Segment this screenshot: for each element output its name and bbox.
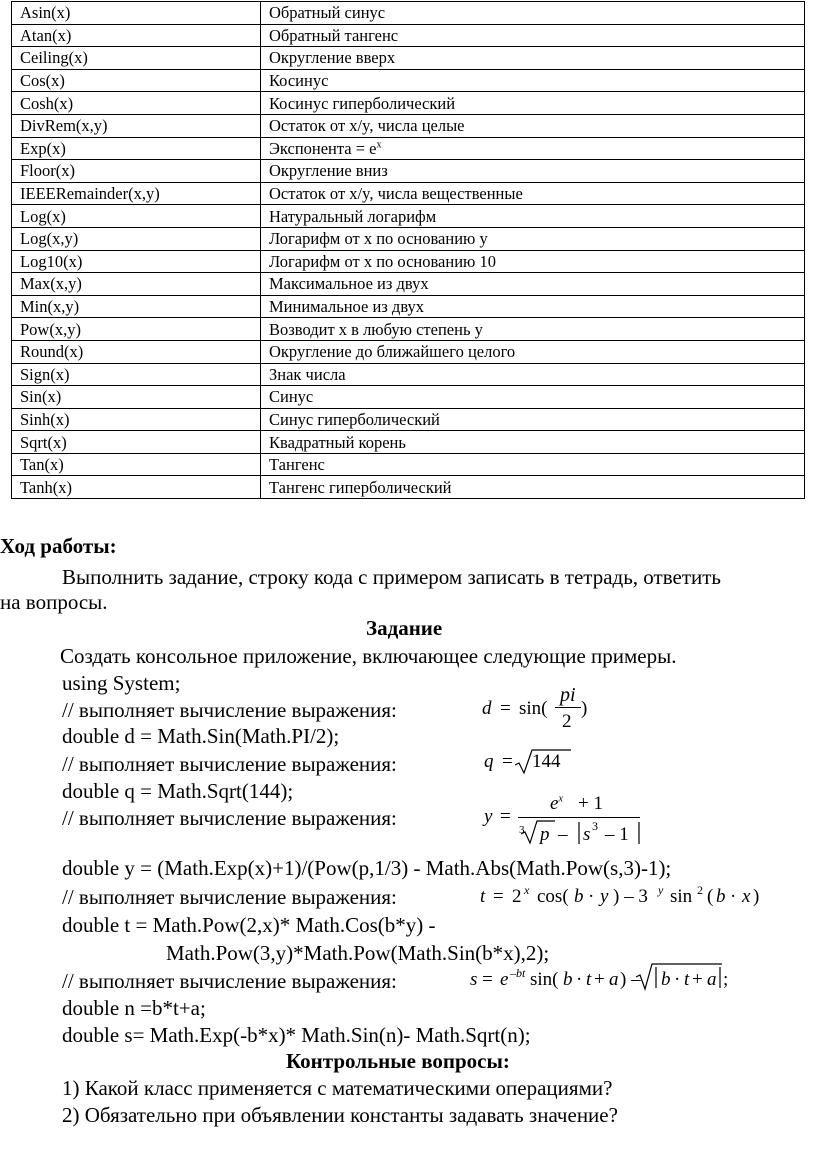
questions-title: Контрольные вопросы: <box>286 1049 510 1073</box>
table-row <box>12 431 805 454</box>
function-name: Log(x) <box>12 205 261 228</box>
code-using: using System; <box>62 671 181 695</box>
code-s: double s= Math.Exp(-b*x)* Math.Sin(n)- Math.Sqrt(n); <box>62 1023 531 1047</box>
table-row <box>12 476 805 499</box>
function-name: Log(x,y) <box>12 227 261 250</box>
function-name: Ceiling(x) <box>12 47 261 70</box>
table-row <box>12 205 805 228</box>
code-y: double y = (Math.Exp(x)+1)/(Pow(p,1/3) - Math.Abs(Math.Pow(s,3)-1); <box>62 856 672 880</box>
intro-line-2: на вопросы. <box>0 590 108 614</box>
task-title: Задание <box>366 616 443 640</box>
table-row <box>12 182 805 205</box>
table-row <box>12 92 805 115</box>
function-description: Обратный синус <box>261 2 805 25</box>
function-description: Минимальное из двух <box>261 295 805 318</box>
function-description: Обратный тангенс <box>261 24 805 47</box>
function-name: Tan(x) <box>12 453 261 476</box>
table-row <box>12 137 805 160</box>
table-row <box>12 160 805 183</box>
code-t-1: double t = Math.Pow(2,x)* Math.Cos(b*y) - <box>62 913 436 937</box>
function-name: Sin(x) <box>12 386 261 409</box>
code-n: double n =b*t+a; <box>62 996 206 1020</box>
code-t-2: Math.Pow(3,y)*Math.Pow(Math.Sin(b*x),2); <box>166 941 550 965</box>
function-name: Sinh(x) <box>12 408 261 431</box>
function-description: Логарифм от x по основанию 10 <box>261 250 805 273</box>
function-description: Максимальное из двух <box>261 273 805 296</box>
function-name: Tanh(x) <box>12 476 261 499</box>
comment-q: // выполняет вычисление выражения: <box>62 752 397 776</box>
table-row <box>12 24 805 47</box>
function-description: Остаток от x/y, числа вещественные <box>261 182 805 205</box>
function-name: Max(x,y) <box>12 273 261 296</box>
table-row <box>12 318 805 341</box>
table-row <box>12 69 805 92</box>
task-text: Создать консольное приложение, включающее следующие примеры. <box>60 644 677 668</box>
function-name: Min(x,y) <box>12 295 261 318</box>
comment-s: // выполняет вычисление выражения: <box>62 969 397 993</box>
function-name: Sign(x) <box>12 363 261 386</box>
question-2: 2) Обязательно при объявлении константы задавать значение? <box>62 1103 618 1127</box>
table-row <box>12 250 805 273</box>
function-name: Pow(x,y) <box>12 318 261 341</box>
table-row <box>12 114 805 137</box>
function-name: IEEERemainder(x,y) <box>12 182 261 205</box>
function-description: Знак числа <box>261 363 805 386</box>
function-description: Тангенс гиперболический <box>261 476 805 499</box>
function-name: Cos(x) <box>12 69 261 92</box>
table-row <box>12 2 805 25</box>
function-name: Sqrt(x) <box>12 431 261 454</box>
function-name: Floor(x) <box>12 160 261 183</box>
code-d: double d = Math.Sin(Math.PI/2); <box>62 724 340 748</box>
function-description: Тангенс <box>261 453 805 476</box>
function-name: DivRem(x,y) <box>12 114 261 137</box>
functions-table <box>11 1 805 499</box>
function-description: Натуральный логарифм <box>261 205 805 228</box>
comment-y: // выполняет вычисление выражения: <box>62 806 397 830</box>
table-row <box>12 273 805 296</box>
table-row <box>12 295 805 318</box>
intro-line-1: Выполнить задание, строку кода с примером записать в тетрадь, ответить <box>62 565 721 589</box>
function-description: Квадратный корень <box>261 431 805 454</box>
function-description: Синус гиперболический <box>261 408 805 431</box>
function-name: Log10(x) <box>12 250 261 273</box>
function-description: Округление вверх <box>261 47 805 70</box>
table-row <box>12 227 805 250</box>
function-description: Логарифм от x по основанию y <box>261 227 805 250</box>
table-row <box>12 47 805 70</box>
function-description: Косинус <box>261 69 805 92</box>
function-name: Exp(x) <box>12 137 261 160</box>
function-description: Округление до ближайшего целого <box>261 340 805 363</box>
function-description: Возводит x в любую степень y <box>261 318 805 341</box>
question-1: 1) Какой класс применяется с математическими операциями? <box>62 1076 613 1100</box>
table-row <box>12 408 805 431</box>
heading: Ход работы: <box>0 534 117 558</box>
function-name: Round(x) <box>12 340 261 363</box>
comment-t: // выполняет вычисление выражения: <box>62 885 397 909</box>
function-description: Округление вниз <box>261 160 805 183</box>
function-description: Косинус гиперболический <box>261 92 805 115</box>
function-description: Экспонента = $e^x$ <box>261 137 805 160</box>
table-row <box>12 363 805 386</box>
comment-d: // выполняет вычисление выражения: <box>62 698 397 722</box>
function-description: Остаток от x/y, числа целые <box>261 114 805 137</box>
function-name: Atan(x) <box>12 24 261 47</box>
code-q: double q = Math.Sqrt(144); <box>62 779 294 803</box>
table-row <box>12 453 805 476</box>
table-row <box>12 386 805 409</box>
function-name: Cosh(x) <box>12 92 261 115</box>
function-name: Asin(x) <box>12 2 261 25</box>
function-description: Синус <box>261 386 805 409</box>
table-row <box>12 340 805 363</box>
